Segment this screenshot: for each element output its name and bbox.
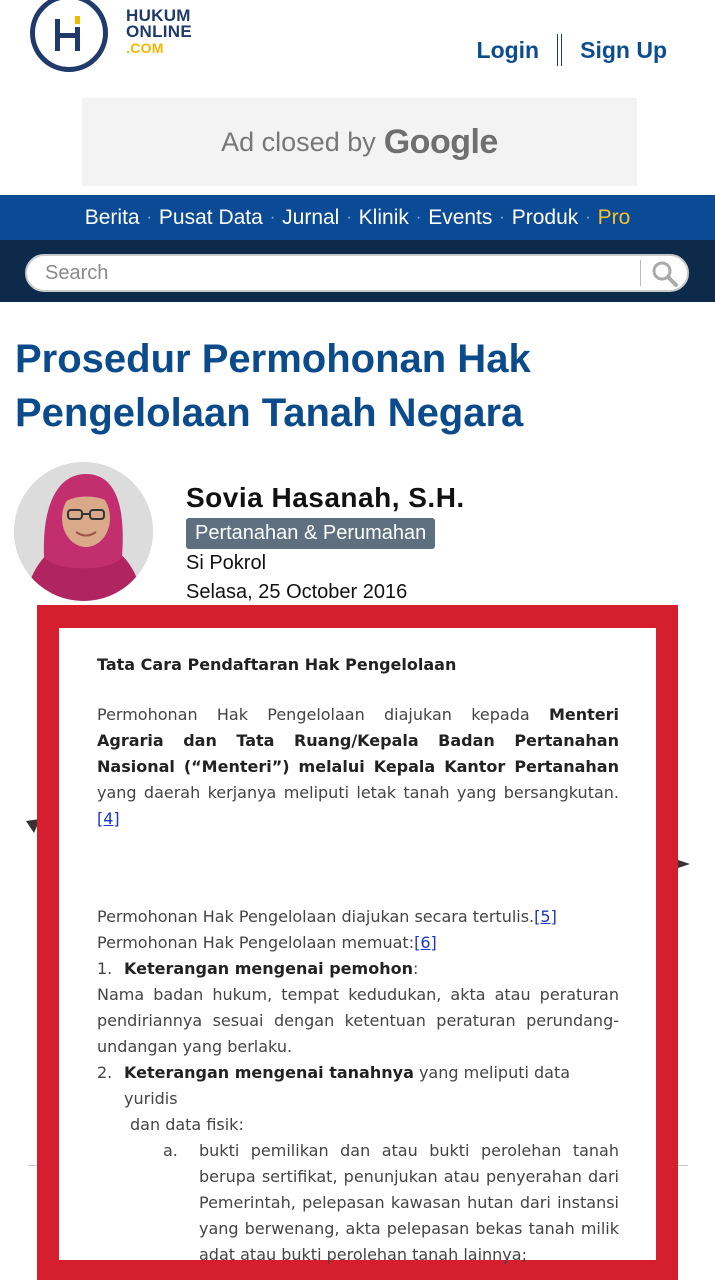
category-badge[interactable]: Pertanahan & Perumahan — [186, 518, 435, 549]
ad-banner — [82, 98, 637, 186]
document-body — [97, 652, 619, 1268]
search-input[interactable] — [25, 254, 689, 292]
document-paragraph-1 — [97, 702, 619, 832]
p2-text: Permohonan Hak Pengelolaan diajukan secara tertulis. — [97, 907, 535, 926]
list-number: 1. — [97, 959, 113, 978]
item1-colon: : — [412, 959, 419, 978]
logo-text-online: ONLINE — [126, 22, 193, 41]
site-header — [0, 0, 715, 98]
column-name: Si Pokrol — [186, 552, 267, 574]
logo-text-hukum: HUKUM — [126, 6, 191, 25]
list-item — [97, 956, 619, 982]
signup-link[interactable]: Sign Up — [580, 36, 667, 63]
nav-item-produk[interactable]: Produk — [511, 205, 579, 229]
item1-detail: Nama badan hukum, tempat kedudukan, akta atau peraturan pendiriannya sesuai dengan ketentuan peraturan perundang-undangan yang berlaku. — [97, 985, 619, 1056]
auth-links — [477, 34, 667, 66]
hukumonline-logo[interactable] — [30, 0, 108, 72]
overlay-document — [59, 628, 656, 1264]
p1-text-start: Permohonan Hak Pengelolaan diajukan kepada — [97, 705, 549, 724]
footnote-link-5[interactable]: [5] — [534, 907, 557, 926]
footnote-link-4[interactable]: [4] — [97, 809, 120, 828]
p3-text: Permohonan Hak Pengelolaan memuat: — [97, 933, 415, 952]
search-icon[interactable] — [650, 259, 680, 289]
login-link[interactable]: Login — [476, 36, 540, 63]
item2-text: yang meliputi data yuridis — [124, 1063, 571, 1108]
nav-item-klinik[interactable]: Klinik — [358, 205, 409, 229]
logo-wordmark[interactable] — [126, 8, 216, 56]
spacer — [97, 832, 619, 904]
nav-item-pro[interactable]: Pro — [597, 205, 631, 229]
list-item — [97, 1060, 619, 1112]
nav-separator: · — [269, 208, 276, 226]
sub-list-letter: a. — [163, 1141, 178, 1160]
ad-google-logo: Google — [383, 122, 498, 161]
article-title: Prosedur Permohonan Hak Pengelolaan Tanah Negara — [15, 337, 531, 435]
list-number: 2. — [97, 1063, 113, 1082]
nav-item-pusat-data[interactable]: Pusat Data — [158, 205, 263, 229]
footnote-link-6[interactable]: [6] — [414, 933, 437, 952]
item2-title: Keterangan mengenai tanahnya — [124, 1063, 414, 1082]
auth-divider — [557, 34, 562, 66]
overlay-red-frame — [37, 605, 678, 1280]
nav-separator: · — [499, 208, 505, 226]
logo-h-icon — [49, 13, 91, 55]
logo-text-com: .COM — [126, 40, 164, 56]
decorative-shape — [678, 856, 692, 872]
main-nav — [0, 195, 715, 240]
nav-item-berita[interactable]: Berita — [84, 205, 140, 229]
search-divider — [640, 260, 641, 286]
document-paragraph-2 — [97, 904, 619, 930]
p1-bold-text: Menteri Agraria dan Tata Ruang/Kepala Badan Pertanahan Nasional (“Menteri”) melalui Kepala Kantor Pertanahan — [97, 705, 619, 776]
author-photo — [14, 462, 153, 601]
p1-text-end: yang daerah kerjanya meliputi letak tanah yang bersangkutan. — [97, 783, 619, 802]
sub-list-item — [163, 1138, 619, 1268]
nav-separator: · — [346, 208, 352, 226]
item1-title: Keterangan mengenai pemohon — [124, 959, 413, 978]
article-date: Selasa, 25 October 2016 — [186, 581, 408, 603]
item2-text-continued: dan data fisik: — [130, 1115, 244, 1134]
author-avatar — [14, 462, 153, 601]
nav-separator: · — [146, 208, 152, 226]
document-paragraph-3 — [97, 930, 619, 956]
document-heading: Tata Cara Pendaftaran Hak Pengelolaan — [97, 655, 457, 674]
sub-item-a-text: bukti pemilikan dan atau bukti perolehan tanah berupa sertifikat, penunjukan atau penyerahan dari Pemerintah, pelepasan kawasan hutan dari instansi yang berwenang, akta pelepasan bekas tanah milik adat atau bukti perolehan tanah lainnya; — [199, 1141, 619, 1264]
nav-item-events[interactable]: Events — [428, 205, 493, 229]
ad-closed-text: Ad closed by — [221, 126, 376, 157]
nav-item-jurnal[interactable]: Jurnal — [282, 205, 340, 229]
author-name[interactable]: Sovia Hasanah, S.H. — [186, 482, 465, 513]
nav-separator: · — [585, 208, 591, 226]
search-bar — [0, 240, 715, 302]
nav-separator: · — [415, 208, 422, 226]
